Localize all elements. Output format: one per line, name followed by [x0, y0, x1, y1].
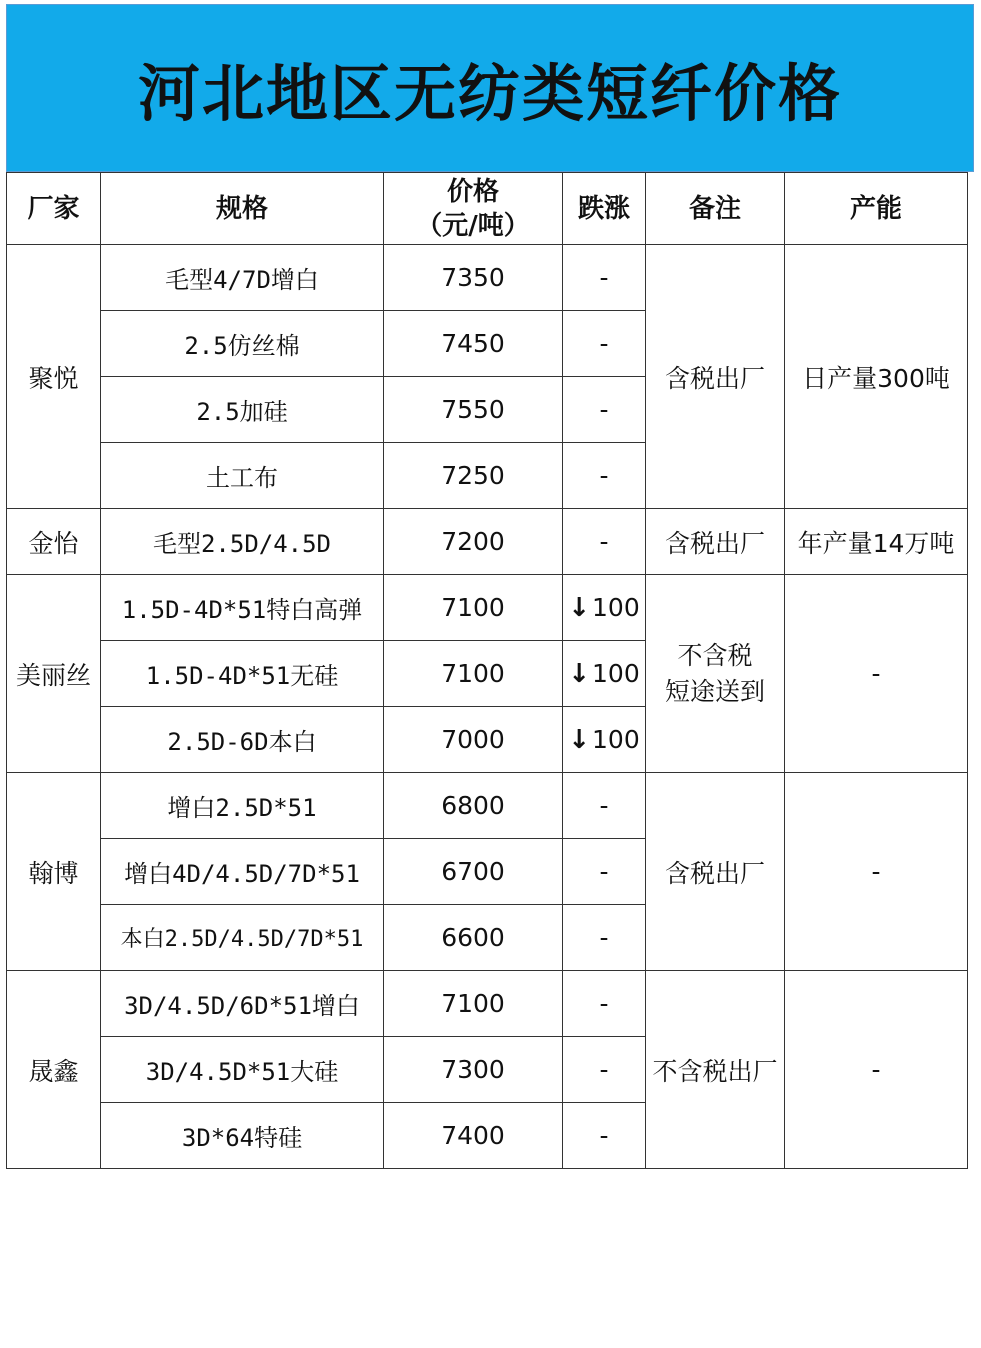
arrow-down-icon: ↓ — [568, 724, 591, 755]
capacity-cell: - — [785, 773, 968, 971]
spec-cell: 1.5D-4D*51无硅 — [101, 641, 384, 707]
change-cell: - — [563, 509, 646, 575]
price-table — [6, 172, 968, 1169]
remark-cell: 含税出厂 — [646, 773, 785, 971]
price-cell: 7300 — [384, 1037, 563, 1103]
arrow-down-icon: ↓ — [568, 592, 591, 623]
change-cell: - — [563, 971, 646, 1037]
price-cell: 6800 — [384, 773, 563, 839]
capacity-cell: 日产量300吨 — [785, 245, 968, 509]
remark-line2: 短途送到 — [664, 676, 765, 706]
header-capacity: 产能 — [785, 173, 968, 245]
price-cell: 6600 — [384, 905, 563, 971]
change-value: 100 — [592, 724, 640, 754]
remark-cell: 含税出厂 — [646, 245, 785, 509]
header-remark: 备注 — [646, 173, 785, 245]
price-cell: 7100 — [384, 575, 563, 641]
change-cell: - — [563, 245, 646, 311]
capacity-cell: - — [785, 971, 968, 1169]
factory-cell: 聚悦 — [7, 245, 101, 509]
spec-cell: 2.5仿丝棉 — [101, 311, 384, 377]
page-title: 河北地区无纺类短纤价格 — [137, 56, 842, 130]
remark-cell — [646, 575, 785, 773]
factory-cell: 美丽丝 — [7, 575, 101, 773]
price-cell: 7250 — [384, 443, 563, 509]
price-cell: 7350 — [384, 245, 563, 311]
table-row — [7, 245, 968, 311]
spec-cell: 毛型4/7D增白 — [101, 245, 384, 311]
price-cell: 7550 — [384, 377, 563, 443]
spec-cell: 增白2.5D*51 — [101, 773, 384, 839]
remark-line1: 不含税 — [677, 640, 753, 670]
change-cell: - — [563, 773, 646, 839]
change-cell — [563, 707, 646, 773]
table-row — [7, 575, 968, 641]
spec-cell: 1.5D-4D*51特白高弹 — [101, 575, 384, 641]
factory-cell: 翰博 — [7, 773, 101, 971]
spec-cell: 3D*64特硅 — [101, 1103, 384, 1169]
change-cell: - — [563, 311, 646, 377]
change-value: 100 — [592, 592, 640, 622]
price-cell: 6700 — [384, 839, 563, 905]
header-change: 跌涨 — [563, 173, 646, 245]
price-cell: 7000 — [384, 707, 563, 773]
capacity-cell: 年产量14万吨 — [785, 509, 968, 575]
change-cell: - — [563, 443, 646, 509]
header-factory: 厂家 — [7, 173, 101, 245]
factory-cell: 晟鑫 — [7, 971, 101, 1169]
header-spec: 规格 — [101, 173, 384, 245]
spec-cell: 本白2.5D/4.5D/7D*51 — [101, 905, 384, 971]
price-cell: 7400 — [384, 1103, 563, 1169]
spec-cell: 3D/4.5D/6D*51增白 — [101, 971, 384, 1037]
change-cell: - — [563, 839, 646, 905]
price-cell: 7100 — [384, 971, 563, 1037]
change-value: 100 — [592, 658, 640, 688]
change-cell — [563, 641, 646, 707]
title-banner — [6, 4, 974, 172]
price-cell: 7100 — [384, 641, 563, 707]
spec-cell: 增白4D/4.5D/7D*51 — [101, 839, 384, 905]
header-price — [384, 173, 563, 245]
header-price-line2: （元/吨） — [416, 210, 530, 241]
change-cell: - — [563, 377, 646, 443]
remark-cell: 含税出厂 — [646, 509, 785, 575]
spec-cell: 3D/4.5D*51大硅 — [101, 1037, 384, 1103]
change-cell: - — [563, 1037, 646, 1103]
spec-cell: 2.5加硅 — [101, 377, 384, 443]
change-cell: - — [563, 905, 646, 971]
change-cell: - — [563, 1103, 646, 1169]
table-row — [7, 509, 968, 575]
remark-cell: 不含税出厂 — [646, 971, 785, 1169]
spec-cell: 土工布 — [101, 443, 384, 509]
spec-cell: 毛型2.5D/4.5D — [101, 509, 384, 575]
header-price-line1: 价格 — [446, 176, 499, 207]
price-cell: 7450 — [384, 311, 563, 377]
factory-cell: 金怡 — [7, 509, 101, 575]
arrow-down-icon: ↓ — [568, 658, 591, 689]
capacity-cell: - — [785, 575, 968, 773]
spec-cell: 2.5D-6D本白 — [101, 707, 384, 773]
table-row — [7, 971, 968, 1037]
change-cell — [563, 575, 646, 641]
price-cell: 7200 — [384, 509, 563, 575]
header-row — [7, 173, 968, 245]
table-row — [7, 773, 968, 839]
